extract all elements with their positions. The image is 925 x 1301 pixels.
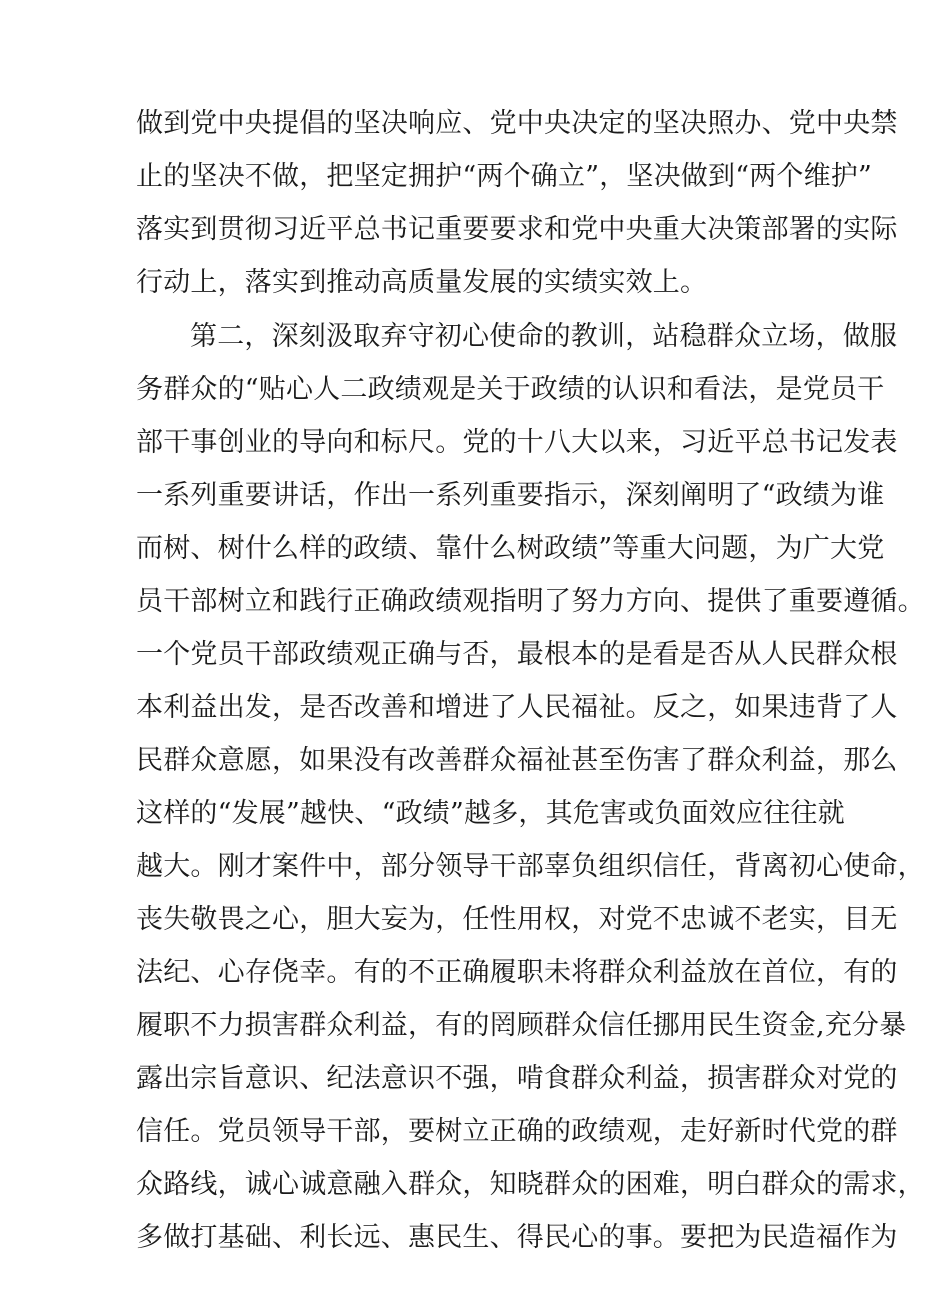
text-line: 民群众意愿，如果没有改善群众福祉甚至伤害了群众利益，那么 xyxy=(136,745,898,776)
text-line: 多做打基础、利长远、惠民生、得民心的事。要把为民造福作为 xyxy=(136,1222,898,1253)
text-line: 法纪、心存侥幸。有的不正确履职未将群众利益放在首位，有的 xyxy=(136,957,898,988)
text-line: 落实到贯彻习近平总书记重要要求和党中央重大决策部署的实际 xyxy=(136,214,898,245)
text-line: 部干事创业的导向和标尺。党的十八大以来，习近平总书记发表 xyxy=(136,427,898,458)
text-line: 行动上，落实到推动高质量发展的实绩实效上。 xyxy=(136,267,708,298)
text-line: 做到党中央提倡的坚决响应、党中央决定的坚决照办、党中央禁 xyxy=(136,108,898,139)
paragraph-start-line: 第二，深刻汲取弃守初心使命的教训，站稳群众立场，做服 xyxy=(190,321,898,352)
text-line: 本利益出发，是否改善和增进了人民福祉。反之，如果违背了人 xyxy=(136,692,898,723)
text-line: 众路线，诚心诚意融入群众，知晓群众的困难，明白群众的需求， xyxy=(136,1169,925,1200)
text-line: 而树、树什么样的政绩、靠什么树政绩”等重大问题，为广大党 xyxy=(136,533,885,564)
text-line: 一个党员干部政绩观正确与否，最根本的是看是否从人民群众根 xyxy=(136,639,898,670)
text-line: 越大。刚才案件中，部分领导干部辜负组织信任，背离初心使命， xyxy=(136,851,925,882)
text-line: 务群众的“贴心人二政绩观是关于政绩的认识和看法，是党员干 xyxy=(136,374,885,405)
text-line: 丧失敬畏之心，胆大妄为，任性用权，对党不忠诚不老实，目无 xyxy=(136,904,898,935)
text-line: 一系列重要讲话，作出一系列重要指示，深刻阐明了“政绩为谁 xyxy=(136,480,885,511)
text-line: 止的坚决不做，把坚定拥护“两个确立”，坚决做到“两个维护” xyxy=(136,161,873,192)
text-line: 信任。党员领导干部，要树立正确的政绩观，走好新时代党的群 xyxy=(136,1116,898,1147)
text-line: 露出宗旨意识、纪法意识不强，啃食群众利益，损害群众对党的 xyxy=(136,1063,898,1094)
text-line: 员干部树立和践行正确政绩观指明了努力方向、提供了重要遵循。 xyxy=(136,586,925,617)
text-line: 履职不力损害群众利益，有的罔顾群众信任挪用民生资金,充分暴 xyxy=(136,1010,907,1041)
text-line: 这样的“发展”越快、“政绩”越多，其危害或负面效应往往就 xyxy=(136,798,845,829)
